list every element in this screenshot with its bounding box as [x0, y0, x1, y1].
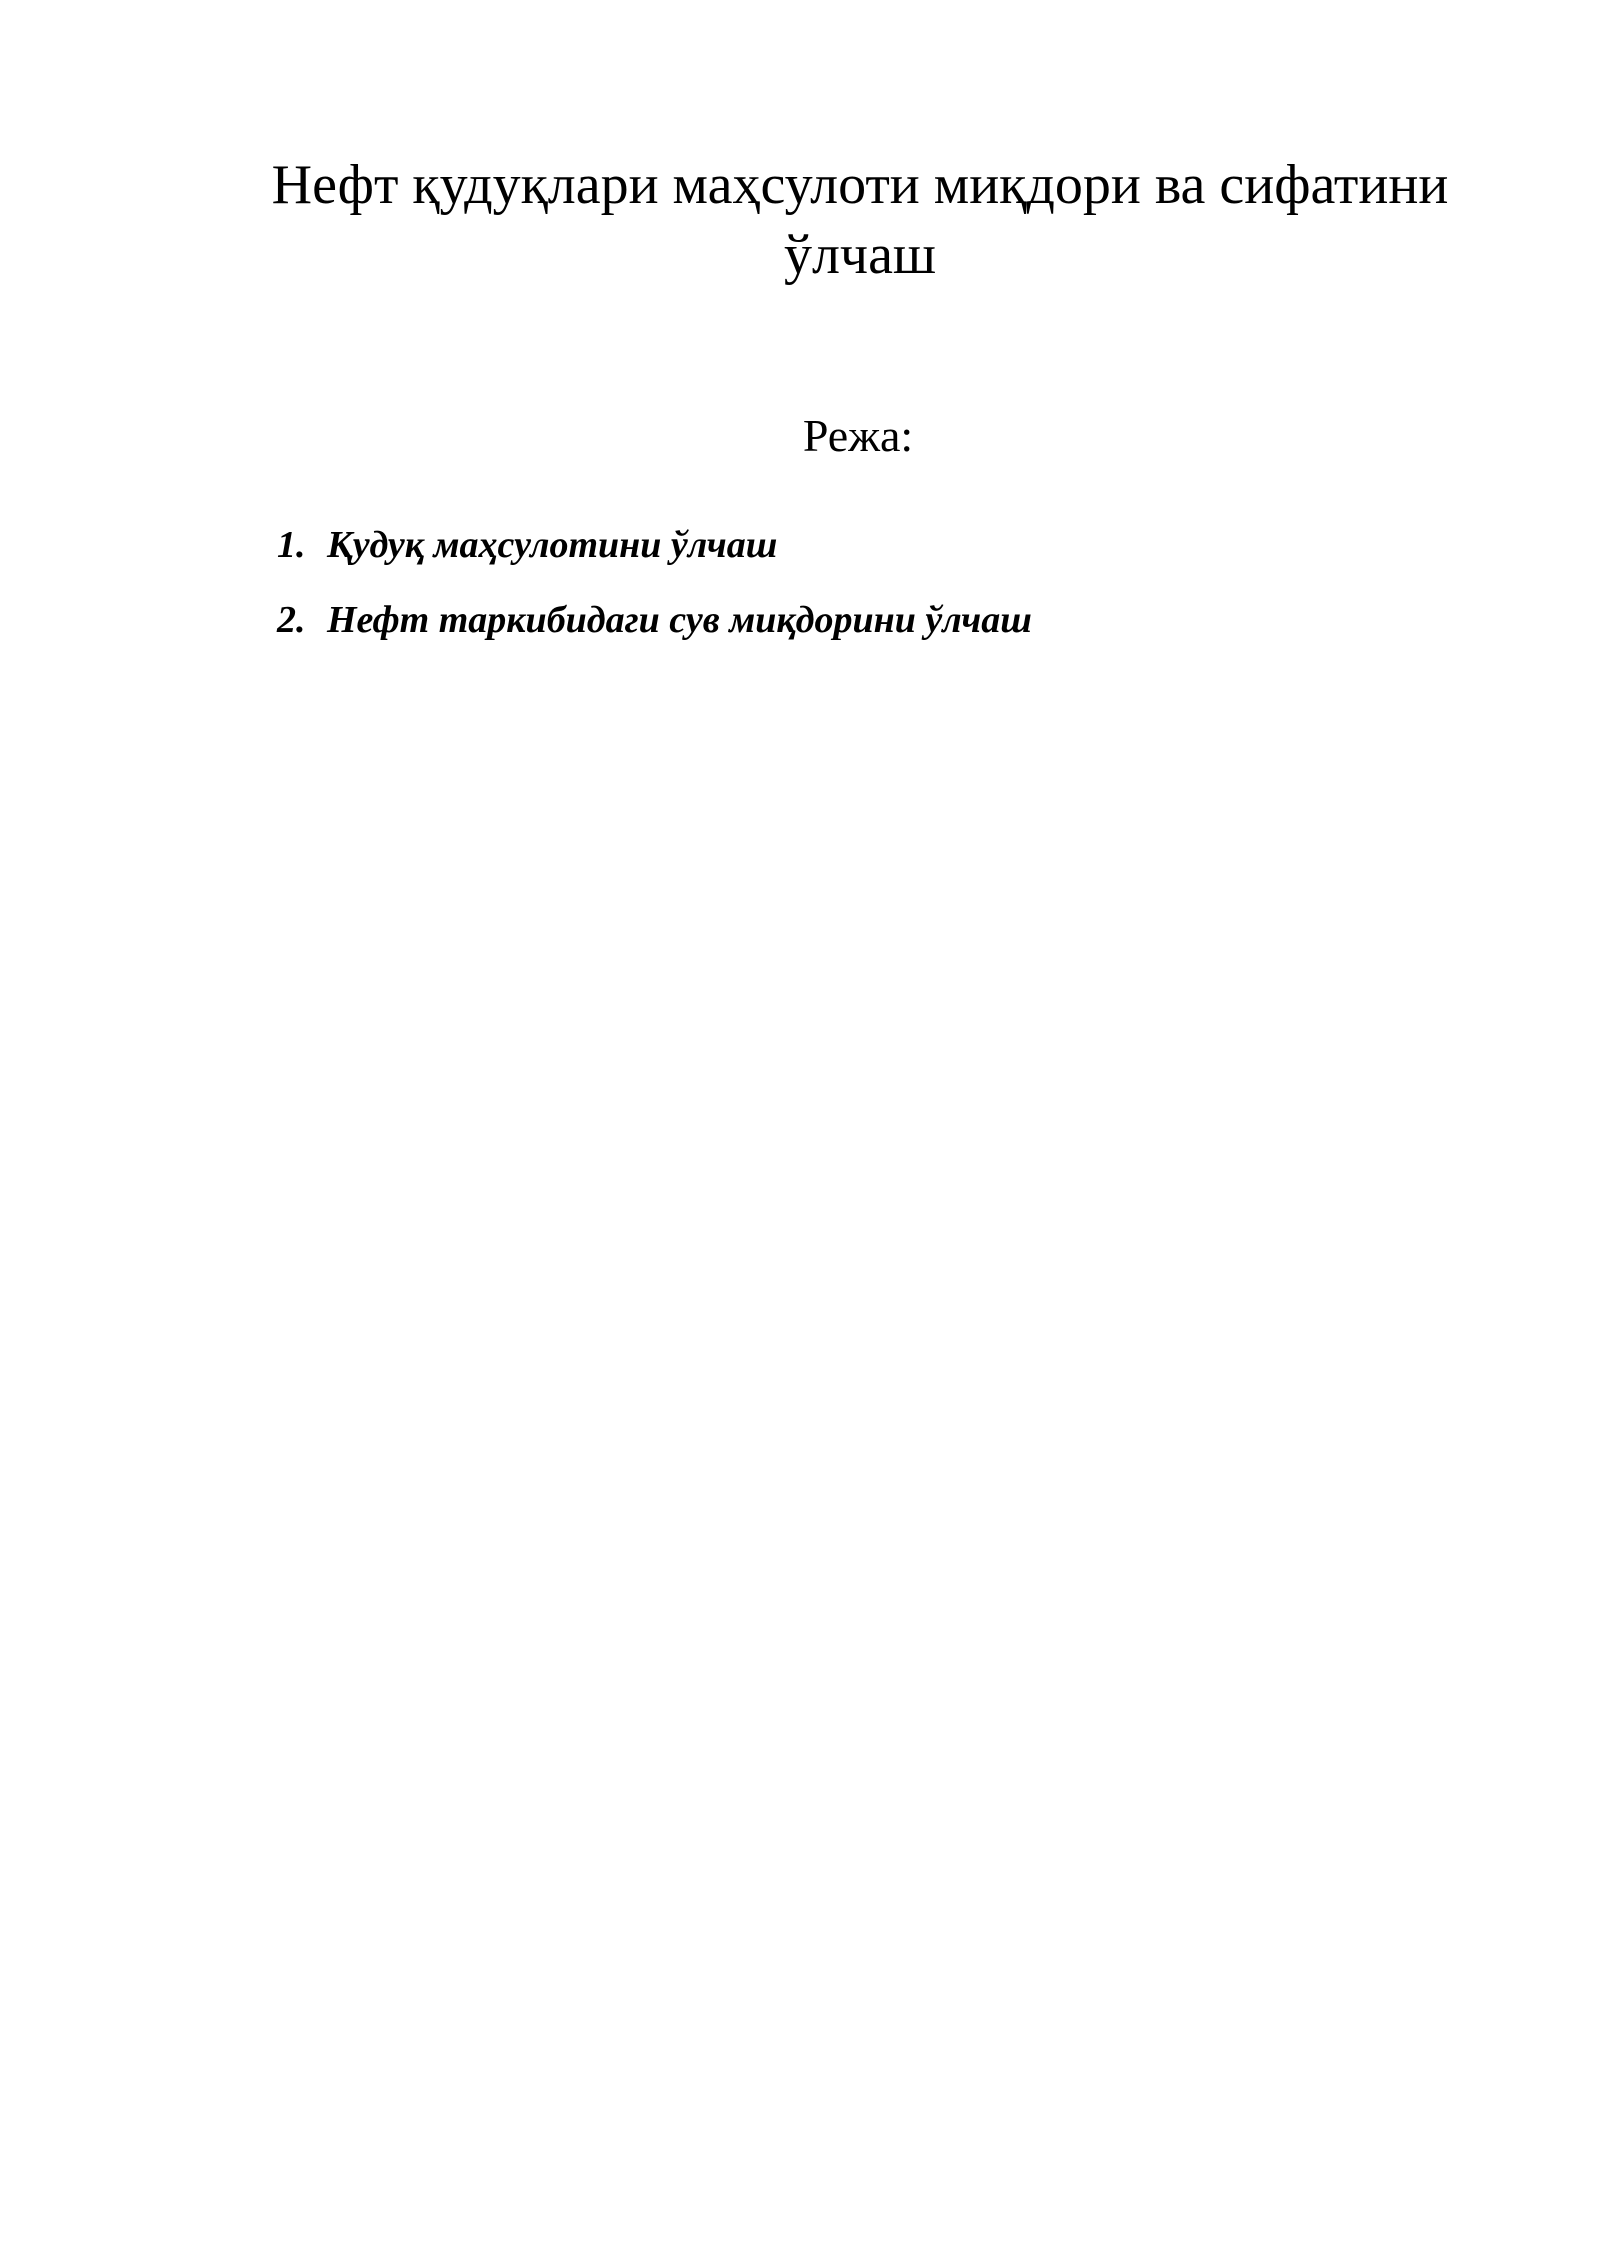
- plan-item-number: 1.: [277, 524, 306, 566]
- plan-item-text: Қудуқ маҳсулотини ўлчаш: [327, 524, 778, 566]
- plan-heading: Режа:: [802, 410, 914, 461]
- plan-item: [277, 595, 1032, 670]
- plan-item-text: Нефт таркибидаги сув миқдорини ўлчаш: [327, 599, 1032, 641]
- plan-item-number: 2.: [277, 599, 306, 641]
- document-title: Нефт қудуқлари маҳсулоти миқдори ва сифатини ўлчаш: [271, 154, 1449, 286]
- plan-item: [277, 520, 1032, 595]
- plan-list: [277, 520, 1032, 670]
